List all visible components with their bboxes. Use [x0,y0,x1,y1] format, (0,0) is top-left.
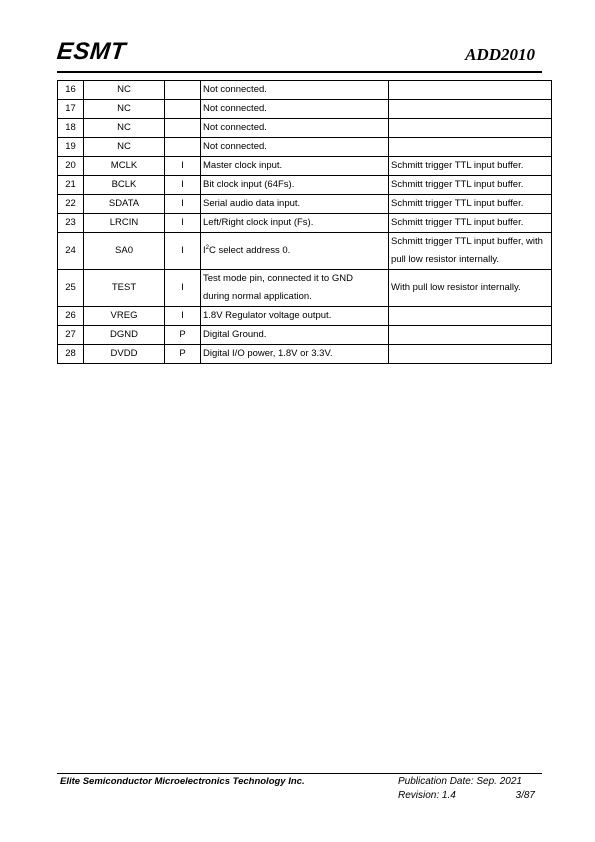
pin-description: Digital I/O power, 1.8V or 3.3V. [201,345,389,364]
pin-notes [389,307,552,326]
document-title: ADD2010 [465,45,535,64]
pin-description: Master clock input. [201,157,389,176]
pin-notes [389,119,552,138]
pin-notes [389,81,552,100]
pin-notes [389,100,552,119]
pin-type: P [165,345,201,364]
table-row [58,326,552,345]
table-row [58,157,552,176]
table-row [58,270,552,307]
footer-company: Elite Semiconductor Microelectronics Technology Inc. [60,776,305,787]
table-row [58,81,552,100]
pin-type: I [165,157,201,176]
pin-number: 18 [58,119,84,138]
pin-number: 20 [58,157,84,176]
header-rule [57,71,542,73]
pin-notes: Schmitt trigger TTL input buffer. [389,176,552,195]
pin-description-table [57,80,552,364]
pin-name: BCLK [84,176,165,195]
pin-name: NC [84,138,165,157]
description-rest: C select address 0. [208,245,291,256]
table-row [58,233,552,270]
description-prefix: I [203,245,206,256]
pin-name: DGND [84,326,165,345]
description-superscript: 2 [205,244,209,251]
pin-number: 17 [58,100,84,119]
table-row [58,345,552,364]
pin-number: 25 [58,270,84,307]
footer-publication-date: Publication Date: Sep. 2021 [398,776,522,787]
table-row [58,195,552,214]
pin-description [201,233,389,270]
pin-notes [389,138,552,157]
pin-type [165,138,201,157]
pin-name: TEST [84,270,165,307]
table-row [58,307,552,326]
pin-type: I [165,307,201,326]
table-row [58,100,552,119]
table-row [58,119,552,138]
pin-notes: Schmitt trigger TTL input buffer. [389,157,552,176]
pin-type: I [165,214,201,233]
table-row [58,176,552,195]
footer-page-number: 3/87 [515,790,535,801]
pin-description: Serial audio data input. [201,195,389,214]
pin-notes [389,233,552,270]
pin-number: 19 [58,138,84,157]
pin-description: Left/Right clock input (Fs). [201,214,389,233]
pin-description: Not connected. [201,138,389,157]
pin-notes [389,345,552,364]
pin-notes: Schmitt trigger TTL input buffer. [389,195,552,214]
description-line: Test mode pin, connected it to GND [203,273,353,284]
pin-description: Bit clock input (64Fs). [201,176,389,195]
pin-name: MCLK [84,157,165,176]
pin-number: 28 [58,345,84,364]
notes-line: Schmitt trigger TTL input buffer, with [391,236,543,247]
table-row [58,138,552,157]
pin-description [201,270,389,307]
company-logo: ESMT [55,38,128,65]
pin-number: 23 [58,214,84,233]
pin-number: 16 [58,81,84,100]
pin-description: Digital Ground. [201,326,389,345]
pin-name: NC [84,100,165,119]
pin-notes [389,326,552,345]
pin-name: NC [84,119,165,138]
pin-type: I [165,270,201,307]
pin-type: I [165,195,201,214]
pin-description: Not connected. [201,119,389,138]
pin-number: 27 [58,326,84,345]
pin-notes: With pull low resistor internally. [389,270,552,307]
pin-description: 1.8V Regulator voltage output. [201,307,389,326]
pin-type: P [165,326,201,345]
notes-line: pull low resistor internally. [391,254,500,265]
pin-type [165,100,201,119]
pin-name: NC [84,81,165,100]
pin-name: LRCIN [84,214,165,233]
table-row [58,214,552,233]
pin-type: I [165,176,201,195]
pin-type [165,81,201,100]
pin-name: SDATA [84,195,165,214]
pin-number: 26 [58,307,84,326]
pin-name: DVDD [84,345,165,364]
pin-name: VREG [84,307,165,326]
footer-rule [57,773,542,774]
pin-number: 21 [58,176,84,195]
pin-description: Not connected. [201,81,389,100]
description-line: during normal application. [203,291,312,302]
footer-revision: Revision: 1.4 [398,790,456,801]
pin-type: I [165,233,201,270]
pin-type [165,119,201,138]
pin-number: 22 [58,195,84,214]
pin-notes: Schmitt trigger TTL input buffer. [389,214,552,233]
pin-name: SA0 [84,233,165,270]
pin-number: 24 [58,233,84,270]
pin-description: Not connected. [201,100,389,119]
